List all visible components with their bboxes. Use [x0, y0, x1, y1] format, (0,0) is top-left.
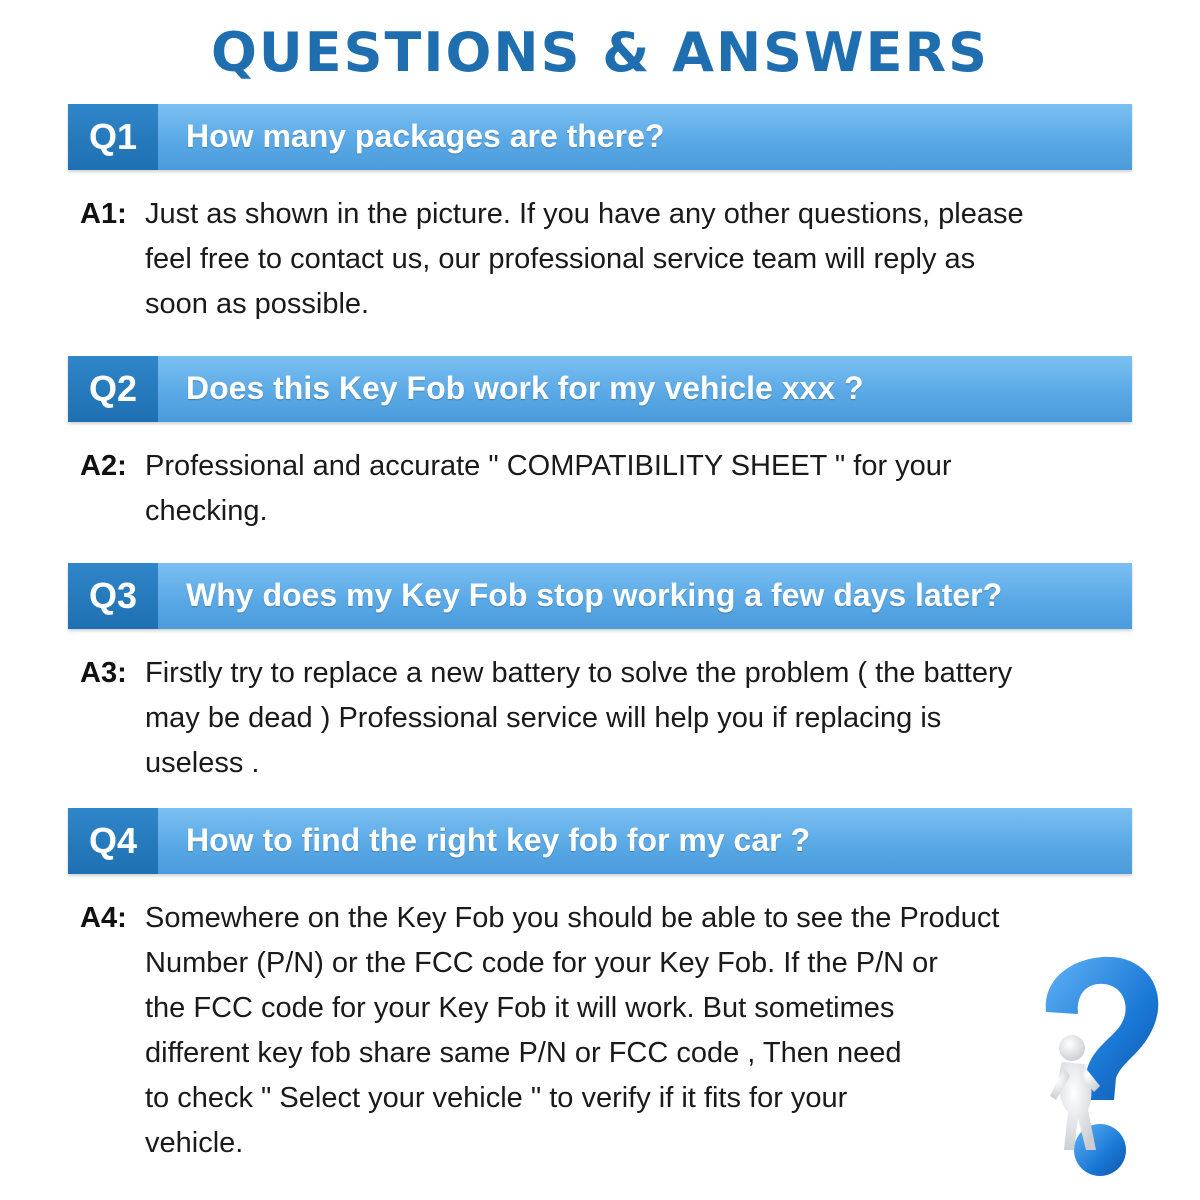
answer-line: Firstly try to replace a new battery to solve the problem ( the battery: [145, 657, 1013, 689]
answer-line: Somewhere on the Key Fob you should be able to see the Product: [145, 902, 1000, 934]
answer-line: may be dead ) Professional service will help you if replacing is: [145, 702, 942, 734]
answer: [68, 896, 1132, 1166]
answer-label: A2:: [80, 450, 127, 482]
question-text: Does this Key Fob work for my vehicle xxx ?: [186, 370, 864, 406]
answer-line: checking.: [145, 495, 268, 527]
qa-block-1: [68, 104, 1132, 327]
question-bar: [68, 356, 1132, 422]
answer-line: useless .: [145, 747, 260, 779]
question-text: Why does my Key Fob stop working a few days later?: [186, 577, 1003, 613]
question-number: Q2: [68, 356, 158, 422]
answer-line: feel free to contact us, our professional service team will reply as: [145, 243, 976, 275]
answer-label: A1:: [80, 198, 127, 230]
answer-line: Just as shown in the picture. If you have any other questions, please: [145, 198, 1024, 230]
answer-line: Professional and accurate " COMPATIBILITY SHEET " for your: [145, 450, 952, 482]
question-bar: [68, 808, 1132, 874]
page-title: QUESTIONS & ANSWERS: [211, 21, 989, 84]
answer-line: the FCC code for your Key Fob it will work. But sometimes: [145, 992, 895, 1024]
answer: [68, 651, 1132, 786]
answer: [68, 444, 1132, 534]
answer-label: A3:: [80, 657, 127, 689]
answer: [68, 192, 1132, 327]
question-number: Q3: [68, 563, 158, 629]
answer-line: different key fob share same P/N or FCC code , Then need: [145, 1037, 902, 1069]
question-mark-with-figure-icon: [1028, 950, 1168, 1182]
qa-block-4: [68, 808, 1132, 1166]
question-number: Q1: [68, 104, 158, 170]
question-text: How many packages are there?: [186, 118, 665, 154]
answer-line: vehicle.: [145, 1127, 244, 1159]
question-text: How to find the right key fob for my car ?: [186, 822, 811, 858]
answer-label: A4:: [80, 902, 127, 934]
question-bar: [68, 104, 1132, 170]
question-bar: [68, 563, 1132, 629]
question-number: Q4: [68, 808, 158, 874]
answer-line: to check " Select your vehicle " to verify if it fits for your: [145, 1082, 848, 1114]
answer-line: soon as possible.: [145, 288, 370, 320]
qa-block-3: [68, 563, 1132, 786]
qa-block-2: [68, 356, 1132, 534]
answer-line: Number (P/N) or the FCC code for your Key Fob. If the P/N or: [145, 947, 938, 979]
